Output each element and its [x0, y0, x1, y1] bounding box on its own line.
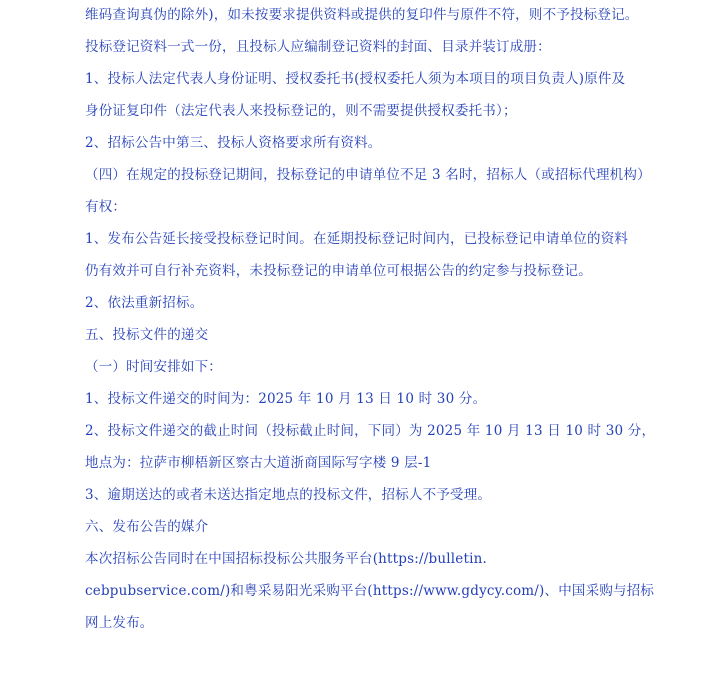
paragraph-line-12: （一）时间安排如下： — [85, 359, 222, 375]
section-heading-6: 六、发布公告的媒介 — [85, 519, 209, 535]
paragraph-line-4: 身份证复印件（法定代表人来投标登记的，则不需要提供授权委托书）； — [85, 103, 517, 119]
paragraph-line-9: 仍有效并可自行补充资料，未投标登记的申请单位可根据公告的约定参与投标登记。 — [85, 263, 592, 279]
paragraph-line-7: 有权： — [85, 199, 127, 215]
paragraph-line-19: cebpubservice.com/)和粤采易阳光采购平台(https://www.gdycy.com/)、中国采购与招标 — [85, 583, 655, 599]
paragraph-line-10: 2、依法重新招标。 — [85, 295, 204, 311]
paragraph-line-16: 3、逾期送达的或者未送达指定地点的投标文件，招标人不予受理。 — [85, 487, 492, 503]
paragraph-line-1: 维码查询真伪的除外)，如未按要求提供资料或提供的复印件与原件不符，则不予投标登记。 — [85, 7, 639, 23]
paragraph-line-2: 投标登记资料一式一份，且投标人应编制登记资料的封面、目录并装订成册： — [85, 39, 551, 55]
paragraph-line-8: 1、发布公告延长接受投标登记时间。在延期投标登记时间内，已投标登记申请单位的资料 — [85, 231, 629, 247]
paragraph-line-20: 网上发布。 — [85, 615, 154, 631]
paragraph-line-14: 2、投标文件递交的截止时间（投标截止时间，下同）为 2025 年 10 月 13 日 10 时 30 分， — [85, 423, 656, 439]
paragraph-line-3: 1、投标人法定代表人身份证明、授权委托书(授权委托人须为本项目的项目负责人)原件及 — [85, 71, 626, 87]
paragraph-line-15: 地点为：拉萨市柳梧新区察古大道浙商国际写字楼 9 层-1 — [85, 455, 432, 471]
paragraph-line-13: 1、投标文件递交的时间为：2025 年 10 月 13 日 10 时 30 分。 — [85, 391, 487, 407]
paragraph-line-6: （四）在规定的投标登记期间，投标登记的申请单位不足 3 名时，招标人（或招标代理机构） — [85, 167, 651, 183]
paragraph-line-18: 本次招标公告同时在中国招标投标公共服务平台(https://bulletin. — [85, 551, 488, 567]
paragraph-line-5: 2、招标公告中第三、投标人资格要求所有资料。 — [85, 135, 382, 151]
section-heading-5: 五、投标文件的递交 — [85, 327, 209, 343]
